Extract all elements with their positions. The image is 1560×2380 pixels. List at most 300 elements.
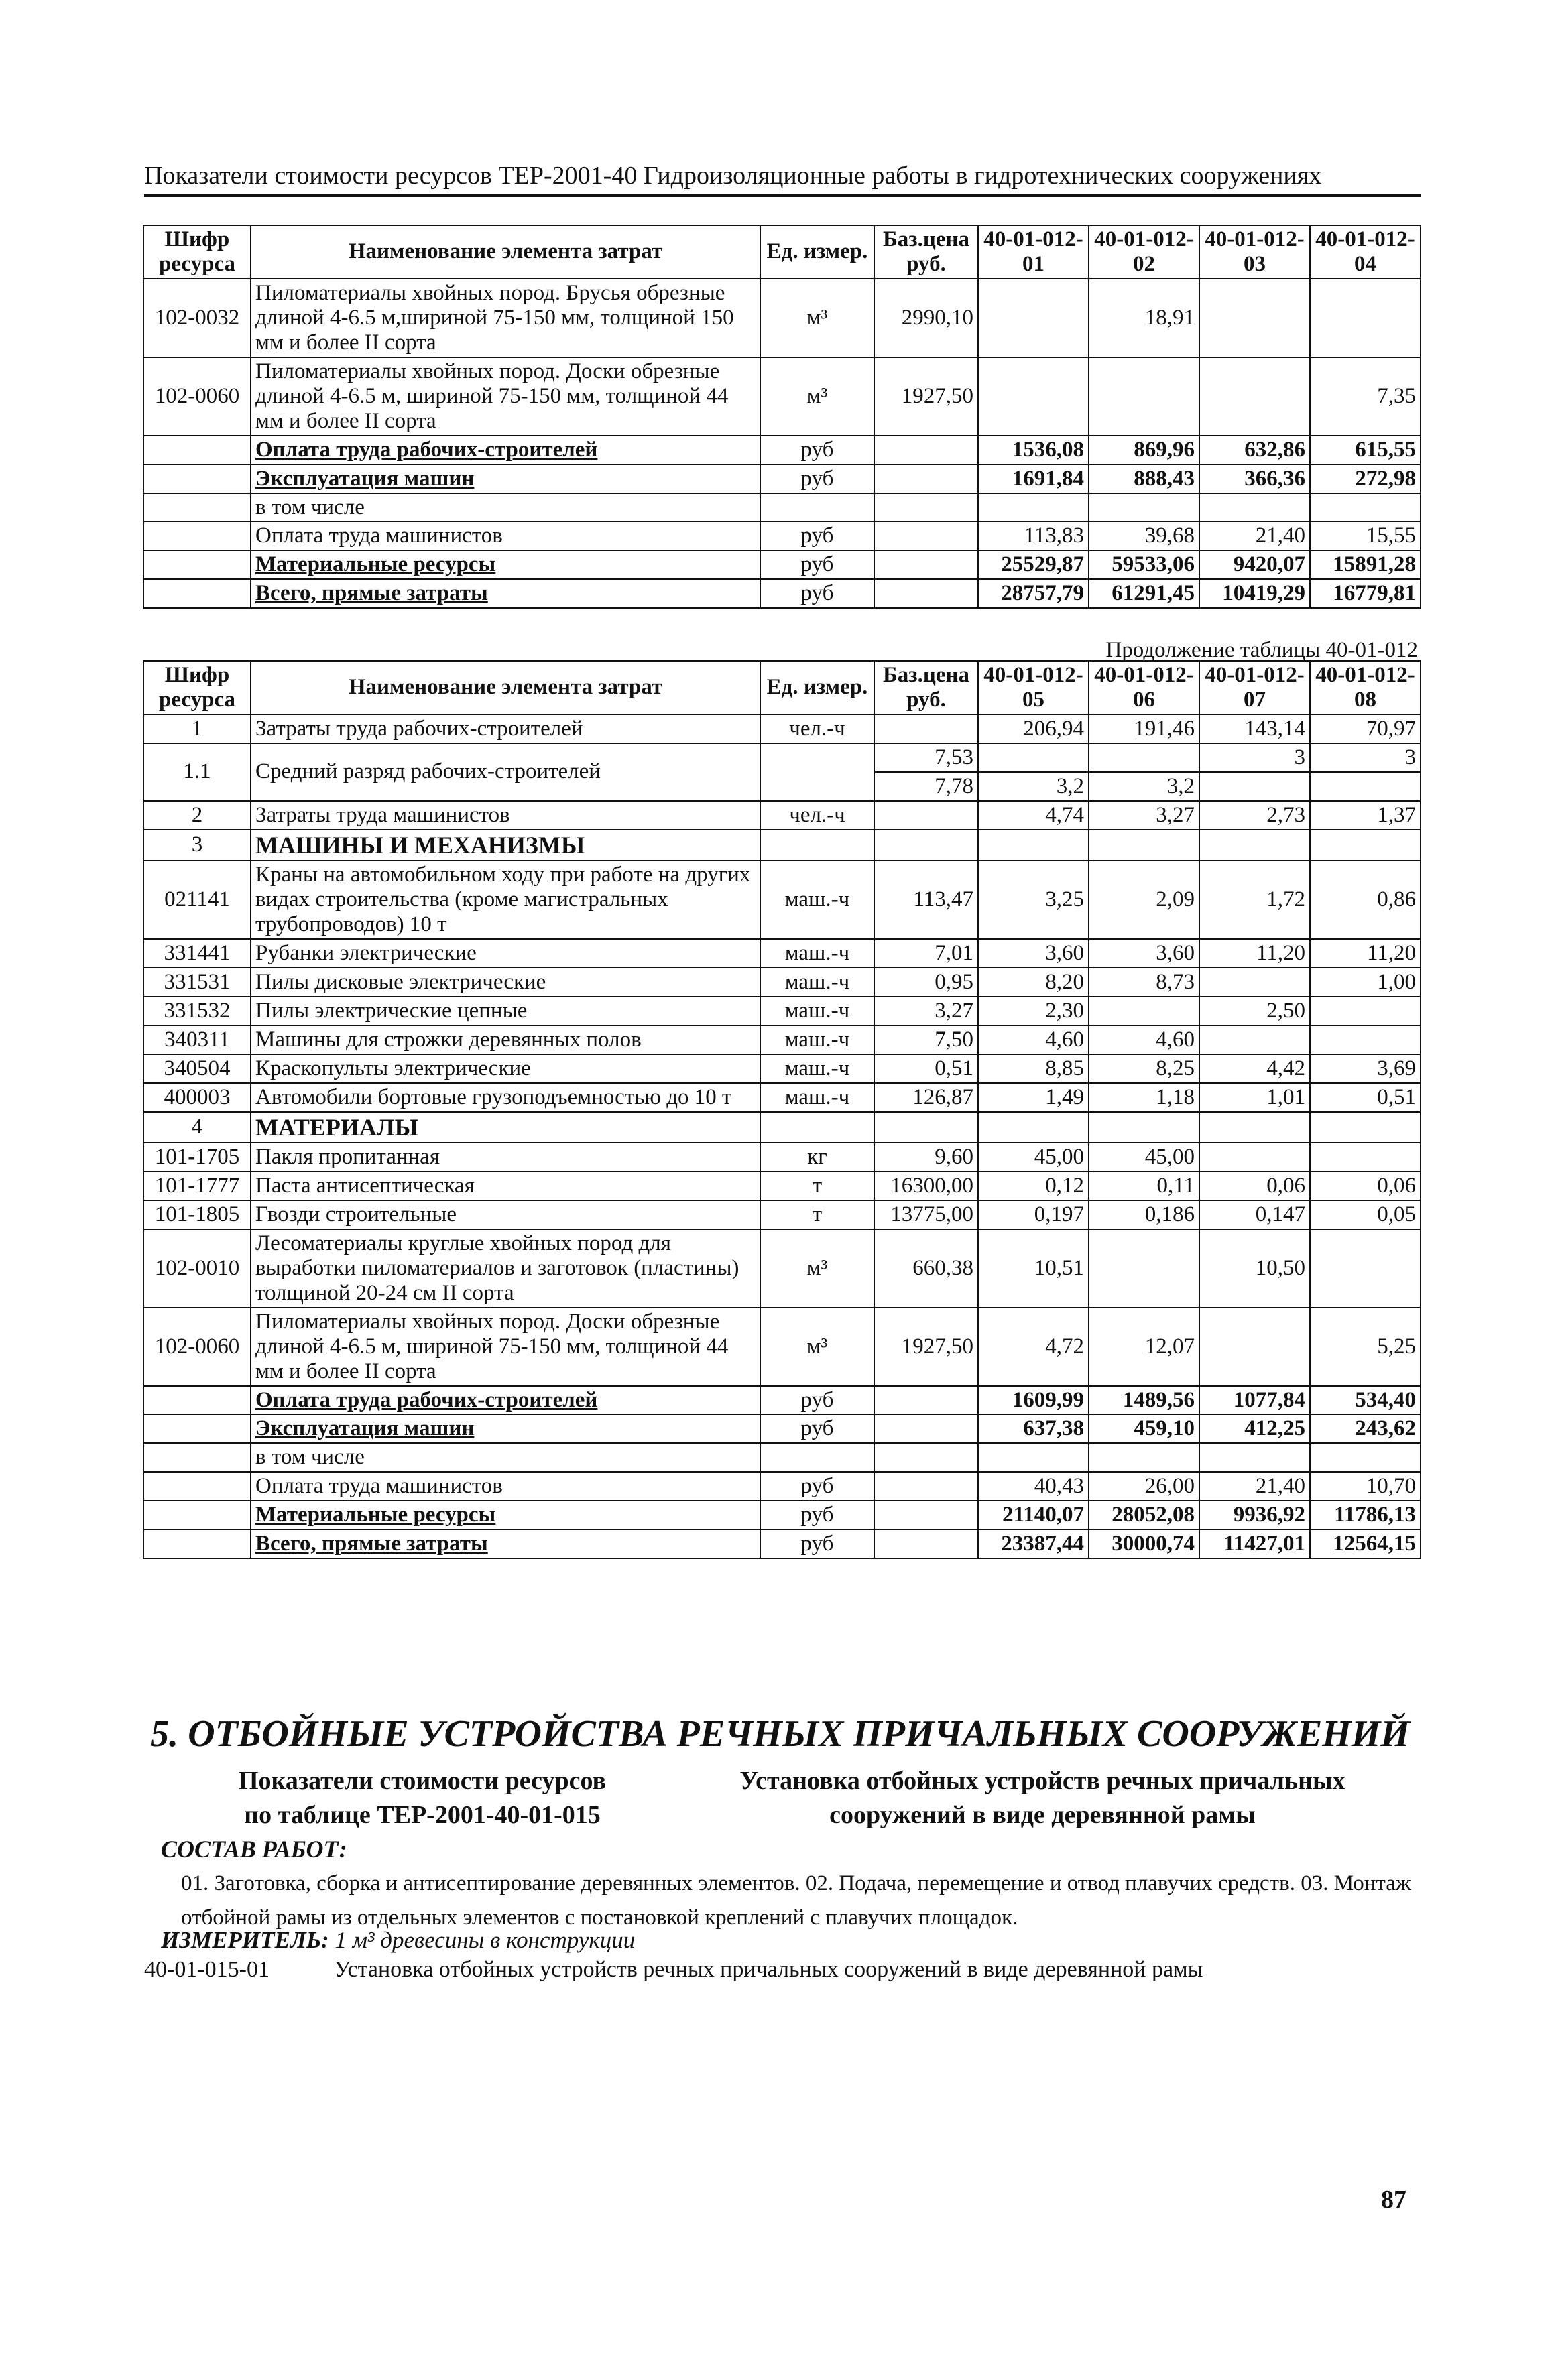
column-header: 40-01-012-01 [978,225,1089,279]
table-row [143,1172,1421,1200]
resource-code: 102-0060 [143,1308,251,1386]
table-row [143,1083,1421,1112]
value-cell: 8,85 [978,1054,1089,1083]
value-cell [1089,997,1199,1025]
column-header: 40-01-012-06 [1089,661,1199,714]
resource-code: 021141 [143,861,251,939]
total-value: 888,43 [1089,464,1199,493]
resource-name: Паста антисептическая [251,1172,760,1200]
base-price: 113,47 [874,861,978,939]
total-value: 25529,87 [978,550,1089,579]
resource-code: 102-0010 [143,1229,251,1308]
total-label: Материальные ресурсы [251,1501,760,1529]
total-value: 15891,28 [1310,550,1421,579]
resource-name: Пилы электрические цепные [251,997,760,1025]
total-value: 26,00 [1089,1472,1199,1501]
value-cell: 0,197 [978,1200,1089,1229]
subtitle-left-line-2: по таблице ТЕР-2001-40-01-015 [244,1801,601,1830]
work-composition-label: СОСТАВ РАБОТ: [161,1836,347,1863]
resource-code: 2 [143,801,251,830]
value-cell: 70,97 [1310,714,1421,743]
base-price-cell [874,1472,978,1501]
total-row [143,493,1421,522]
value-cell: 3 [1310,743,1421,772]
base-price [874,830,978,861]
unit-cell: маш.-ч [760,1025,874,1054]
value-cell: 8,73 [1089,968,1199,997]
value-cell: 0,186 [1089,1200,1199,1229]
value-cell: 0,12 [978,1172,1089,1200]
table-row [143,1054,1421,1083]
section-title: 5. ОТБОЙНЫЕ УСТРОЙСТВА РЕЧНЫХ ПРИЧАЛЬНЫХ СООРУЖЕНИЙ [150,1713,1410,1755]
resource-name: Затраты труда машинистов [251,801,760,830]
base-price-cell [874,521,978,550]
base-price-cell [874,1414,978,1443]
unit-cell: руб [760,1501,874,1529]
total-value: 1536,08 [978,436,1089,464]
value-cell: 3,25 [978,861,1089,939]
total-value: 10419,29 [1199,579,1310,608]
total-value: 39,68 [1089,521,1199,550]
resource-name: Гвозди строительные [251,1200,760,1229]
resources-table-1 [143,225,1421,609]
norm-code-row [144,1957,1418,1983]
code-cell [143,1501,251,1529]
value-cell: 1,72 [1199,861,1310,939]
table-row [143,1143,1421,1172]
base-price: 7,01 [874,939,978,968]
total-row [143,464,1421,493]
total-value: 637,38 [978,1414,1089,1443]
value-cell: 10,50 [1199,1229,1310,1308]
resource-code: 1 [143,714,251,743]
unit-cell: т [760,1172,874,1200]
unit-cell [760,1443,874,1472]
total-value: 12564,15 [1310,1529,1421,1558]
total-value: 9936,92 [1199,1501,1310,1529]
header-row [143,225,1421,279]
unit-cell: чел.-ч [760,801,874,830]
column-header: 40-01-012-08 [1310,661,1421,714]
unit-cell: маш.-ч [760,861,874,939]
total-row [143,1443,1421,1472]
total-value: 1609,99 [978,1386,1089,1415]
total-value: 21,40 [1199,521,1310,550]
total-value [1310,1443,1421,1472]
table-row [143,1112,1421,1143]
unit-cell [760,743,874,801]
table-row [143,1308,1421,1386]
total-value [978,493,1089,522]
value-cell [1310,1112,1421,1143]
total-value: 40,43 [978,1472,1089,1501]
work-composition-text: 01. Заготовка, сборка и антисептирование деревянных элементов. 02. Подача, перемещение и отвод плавучих средств. 03. Монтаж отбойной рамы из отдельных элементов с постановкой креплений с плавучих площадок. [181,1871,1411,1930]
value-cell: 4,60 [978,1025,1089,1054]
table-row [143,357,1421,436]
value-cell: 4,74 [978,801,1089,830]
total-value: 21140,07 [978,1501,1089,1529]
base-price-cell [874,1501,978,1529]
code-cell [143,436,251,464]
total-row [143,1414,1421,1443]
column-header: Шифр ресурса [143,661,251,714]
total-label: Эксплуатация машин [251,464,760,493]
table-row [143,997,1421,1025]
unit-cell: маш.-ч [760,1083,874,1112]
base-price: 0,95 [874,968,978,997]
resource-name: Пиломатериалы хвойных пород. Доски обрезные длиной 4-6.5 м, шириной 75-150 мм, толщиной 44 мм и более II сорта [251,1308,760,1386]
total-label: в том числе [251,1443,760,1472]
total-label: Оплата труда машинистов [251,521,760,550]
value-cell: 1,01 [1199,1083,1310,1112]
value-cell [978,830,1089,861]
value-cell [1310,830,1421,861]
unit-cell: руб [760,579,874,608]
table-continuation-note: Продолжение таблицы 40-01-012 [1105,638,1418,662]
base-price: 9,60 [874,1143,978,1172]
total-value: 30000,74 [1089,1529,1199,1558]
unit-cell: маш.-ч [760,968,874,997]
resource-code: 331441 [143,939,251,968]
value-cell: 1,49 [978,1083,1089,1112]
column-header: 40-01-012-05 [978,661,1089,714]
value-cell [1199,1143,1310,1172]
total-value: 61291,45 [1089,579,1199,608]
column-header: Наименование элемента затрат [251,225,760,279]
page-number: 87 [1381,2186,1406,2214]
base-price-cell [874,493,978,522]
value-cell: 3 [1199,743,1310,772]
total-value: 16779,81 [1310,579,1421,608]
value-cell [978,743,1089,772]
value-cell: 2,50 [1199,997,1310,1025]
norm-code-text: Установка отбойных устройств речных причальных сооружений в виде деревянной рамы [334,1957,1203,1982]
unit-cell: кг [760,1143,874,1172]
code-cell [143,464,251,493]
base-price-cell [874,464,978,493]
unit-cell: чел.-ч [760,714,874,743]
total-row [143,579,1421,608]
value-cell: 11,20 [1199,939,1310,968]
total-value: 10,70 [1310,1472,1421,1501]
resource-code: 102-0060 [143,357,251,436]
column-header: Ед. измер. [760,225,874,279]
resource-code: 101-1777 [143,1172,251,1200]
base-price-cell [874,1443,978,1472]
value-cell: 3,2 [1089,772,1199,801]
resource-name: Пиломатериалы хвойных пород. Брусья обрезные длиной 4-6.5 м,шириной 75-150 мм, толщиной 150 мм и более II сорта [251,279,760,357]
value-cell: 206,94 [978,714,1089,743]
value-cell: 0,06 [1310,1172,1421,1200]
base-price-cell [874,550,978,579]
value-cell [978,1112,1089,1143]
value-cell: 12,07 [1089,1308,1199,1386]
value-cell: 191,46 [1089,714,1199,743]
total-value: 1691,84 [978,464,1089,493]
value-cell [1199,357,1310,436]
total-value: 28757,79 [978,579,1089,608]
resource-code: 1.1 [143,743,251,801]
total-value: 534,40 [1310,1386,1421,1415]
value-cell: 3,60 [1089,939,1199,968]
base-price-cell [874,1529,978,1558]
value-cell: 1,37 [1310,801,1421,830]
value-cell [1089,1229,1199,1308]
resource-name: Пилы дисковые электрические [251,968,760,997]
total-value: 243,62 [1310,1414,1421,1443]
unit-cell: руб [760,464,874,493]
unit-cell: руб [760,1529,874,1558]
value-cell: 18,91 [1089,279,1199,357]
table-row [143,743,1421,772]
base-price [874,714,978,743]
value-cell [1199,1308,1310,1386]
total-value: 9420,07 [1199,550,1310,579]
code-cell [143,1472,251,1501]
value-cell: 1,18 [1089,1083,1199,1112]
resource-name: Краскопульты электрические [251,1054,760,1083]
column-header: 40-01-012-07 [1199,661,1310,714]
value-cell [1089,357,1199,436]
resource-name: Пиломатериалы хвойных пород. Доски обрезные длиной 4-6.5 м, шириной 75-150 мм, толщиной 44 мм и более II сорта [251,357,760,436]
header-rule [144,194,1421,197]
code-cell [143,1386,251,1415]
code-cell [143,1414,251,1443]
resource-name: Краны на автомобильном ходу при работе на других видах строительства (кроме магистральных трубопроводов) 10 т [251,861,760,939]
unit-cell: т [760,1200,874,1229]
resource-name: Затраты труда рабочих-строителей [251,714,760,743]
table-row [143,801,1421,830]
base-price-cell [874,436,978,464]
page-header-title: Показатели стоимости ресурсов ТЕР-2001-40 Гидроизоляционные работы в гидротехнических сооружениях [144,162,1322,190]
value-cell [1089,743,1199,772]
value-cell: 0,86 [1310,861,1421,939]
resource-name: Лесоматериалы круглые хвойных пород для выработки пиломатериалов и заготовок (пластины) толщиной 20-24 см II сорта [251,1229,760,1308]
resource-code: 340504 [143,1054,251,1083]
resource-code: 331531 [143,968,251,997]
value-cell: 11,20 [1310,939,1421,968]
value-cell [1310,772,1421,801]
base-price-cell [874,579,978,608]
resource-code: 3 [143,830,251,861]
subtitle-right-line-1: Установка отбойных устройств речных причальных [739,1767,1345,1795]
total-value [1089,493,1199,522]
unit-cell: маш.-ч [760,939,874,968]
value-cell: 8,25 [1089,1054,1199,1083]
total-value: 1489,56 [1089,1386,1199,1415]
table-row [143,1229,1421,1308]
unit-cell: руб [760,436,874,464]
value-cell [978,357,1089,436]
value-cell [1310,279,1421,357]
value-cell: 3,27 [1089,801,1199,830]
subtitle-right-line-2: сооружений в виде деревянной рамы [829,1801,1256,1830]
unit-cell: руб [760,521,874,550]
column-header: 40-01-012-03 [1199,225,1310,279]
total-value: 11786,13 [1310,1501,1421,1529]
total-value [1199,1443,1310,1472]
total-value: 23387,44 [978,1529,1089,1558]
table-row [143,861,1421,939]
resource-name: Средний разряд рабочих-строителей [251,743,760,801]
value-cell: 3,2 [978,772,1089,801]
value-cell: 1,00 [1310,968,1421,997]
column-header: Баз.цена руб. [874,661,978,714]
resource-name: Рубанки электрические [251,939,760,968]
value-cell: 0,147 [1199,1200,1310,1229]
table-row [143,830,1421,861]
base-price [874,1112,978,1143]
resource-code: 340311 [143,1025,251,1054]
total-value: 366,36 [1199,464,1310,493]
value-cell [1199,968,1310,997]
base-price: 7,78 [874,772,978,801]
header-row [143,661,1421,714]
code-cell [143,1443,251,1472]
code-cell [143,1529,251,1558]
resource-name: Пакля пропитанная [251,1143,760,1172]
unit-cell: руб [760,550,874,579]
base-price: 7,50 [874,1025,978,1054]
total-value [978,1443,1089,1472]
total-value: 1077,84 [1199,1386,1310,1415]
base-price [874,801,978,830]
column-header: Баз.цена руб. [874,225,978,279]
measure-line [161,1927,635,1954]
total-value: 113,83 [978,521,1089,550]
total-row [143,1501,1421,1529]
total-label: Всего, прямые затраты [251,1529,760,1558]
measure-text: 1 м³ древесины в конструкции [335,1927,636,1953]
column-header: Ед. измер. [760,661,874,714]
total-value: 632,86 [1199,436,1310,464]
resource-code: 101-1805 [143,1200,251,1229]
value-cell [1199,772,1310,801]
resources-table-2 [143,660,1421,1559]
total-row [143,521,1421,550]
total-row [143,1472,1421,1501]
table-row [143,1200,1421,1229]
base-price: 16300,00 [874,1172,978,1200]
unit-cell [760,1112,874,1143]
base-price: 3,27 [874,997,978,1025]
value-cell [1199,279,1310,357]
base-price: 7,53 [874,743,978,772]
table-row [143,714,1421,743]
column-header: 40-01-012-04 [1310,225,1421,279]
value-cell: 45,00 [978,1143,1089,1172]
value-cell: 0,05 [1310,1200,1421,1229]
total-label: Оплата труда рабочих-строителей [251,436,760,464]
table-row [143,939,1421,968]
unit-cell: м³ [760,357,874,436]
value-cell: 4,72 [978,1308,1089,1386]
total-value: 615,55 [1310,436,1421,464]
norm-code: 40-01-015-01 [144,1957,269,1982]
value-cell: 143,14 [1199,714,1310,743]
value-cell: 45,00 [1089,1143,1199,1172]
total-value: 21,40 [1199,1472,1310,1501]
total-value: 59533,06 [1089,550,1199,579]
total-label: Оплата труда машинистов [251,1472,760,1501]
code-cell [143,579,251,608]
section-heading: МАШИНЫ И МЕХАНИЗМЫ [251,830,760,861]
base-price: 13775,00 [874,1200,978,1229]
value-cell: 4,42 [1199,1054,1310,1083]
resource-code: 102-0032 [143,279,251,357]
total-label: Всего, прямые затраты [251,579,760,608]
unit-cell: руб [760,1472,874,1501]
resource-name: Машины для строжки деревянных полов [251,1025,760,1054]
value-cell: 7,35 [1310,357,1421,436]
total-value [1199,493,1310,522]
column-header: 40-01-012-02 [1089,225,1199,279]
value-cell: 3,60 [978,939,1089,968]
value-cell: 0,11 [1089,1172,1199,1200]
total-label: Эксплуатация машин [251,1414,760,1443]
total-row [143,1529,1421,1558]
unit-cell: м³ [760,279,874,357]
value-cell: 0,51 [1310,1083,1421,1112]
value-cell [1310,1229,1421,1308]
base-price: 0,51 [874,1054,978,1083]
unit-cell [760,493,874,522]
code-cell [143,550,251,579]
total-value: 869,96 [1089,436,1199,464]
value-cell [1199,830,1310,861]
table-row [143,1025,1421,1054]
measure-label: ИЗМЕРИТЕЛЬ: [161,1927,329,1953]
value-cell: 0,06 [1199,1172,1310,1200]
section-subtitle-left [188,1764,657,1833]
total-value: 412,25 [1199,1414,1310,1443]
resource-code: 331532 [143,997,251,1025]
base-price-cell [874,1386,978,1415]
value-cell: 4,60 [1089,1025,1199,1054]
base-price: 2990,10 [874,279,978,357]
value-cell: 10,51 [978,1229,1089,1308]
value-cell [1089,830,1199,861]
code-cell [143,493,251,522]
unit-cell: м³ [760,1308,874,1386]
base-price: 126,87 [874,1083,978,1112]
resource-code: 400003 [143,1083,251,1112]
base-price: 1927,50 [874,1308,978,1386]
column-header: Наименование элемента затрат [251,661,760,714]
value-cell: 3,69 [1310,1054,1421,1083]
total-label: Оплата труда рабочих-строителей [251,1386,760,1415]
table-row [143,279,1421,357]
total-value: 15,55 [1310,521,1421,550]
unit-cell: м³ [760,1229,874,1308]
resource-code: 4 [143,1112,251,1143]
total-value [1310,493,1421,522]
value-cell [1199,1025,1310,1054]
value-cell [1089,1112,1199,1143]
value-cell [1310,997,1421,1025]
total-value: 28052,08 [1089,1501,1199,1529]
section-subtitle-right [697,1764,1388,1833]
unit-cell: маш.-ч [760,1054,874,1083]
unit-cell: руб [760,1414,874,1443]
value-cell: 5,25 [1310,1308,1421,1386]
base-price: 660,38 [874,1229,978,1308]
resource-name: Автомобили бортовые грузоподъемностью до 10 т [251,1083,760,1112]
code-cell [143,521,251,550]
total-value: 459,10 [1089,1414,1199,1443]
value-cell: 2,30 [978,997,1089,1025]
value-cell [1199,1112,1310,1143]
